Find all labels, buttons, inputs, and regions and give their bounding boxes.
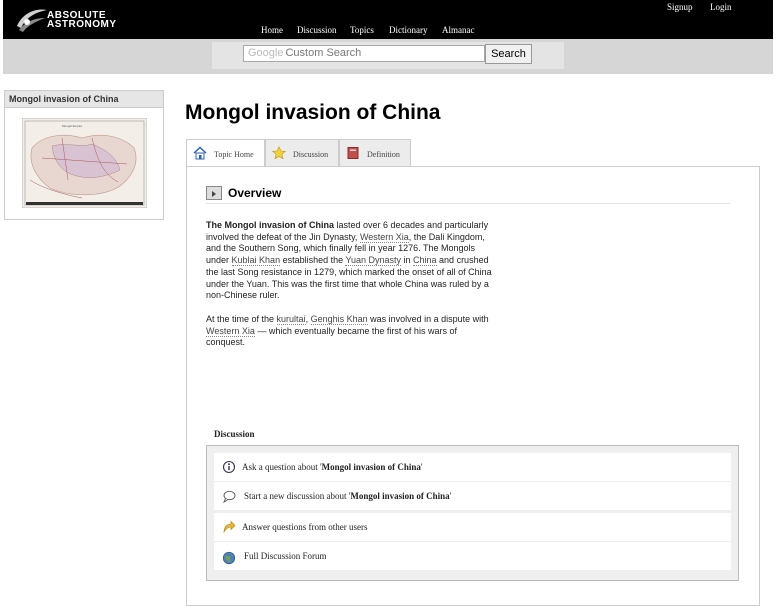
nav-dictionary[interactable]: Dictionary — [389, 25, 428, 35]
nav-topics[interactable]: Topics — [350, 25, 374, 35]
ask-suffix: ' — [420, 462, 423, 472]
nav-home[interactable]: Home — [261, 25, 283, 35]
start-suffix: ' — [449, 491, 452, 501]
tab-topic-home[interactable] — [186, 139, 265, 167]
link-western-xia-2[interactable]: Western Xia — [206, 325, 255, 336]
p2-text-2: , — [305, 314, 311, 324]
map-thumbnail[interactable] — [22, 118, 147, 208]
start-prefix: Start a new discussion about ' — [244, 491, 351, 501]
search-input[interactable] — [243, 45, 485, 62]
logo-text-line2: ASTRONOMY — [47, 19, 117, 30]
full-forum-text: Full Discussion Forum — [244, 551, 327, 561]
p1-text-4: in — [401, 255, 414, 266]
overview-heading: Overview — [228, 186, 282, 200]
logo-text-line1: ABSOLUTE — [47, 10, 106, 21]
book-icon — [346, 146, 360, 160]
tab-discussion-label: Discussion — [293, 150, 329, 159]
overview-paragraph-2 — [206, 314, 496, 349]
question-icon — [222, 460, 236, 474]
overview-divider — [206, 203, 730, 204]
link-western-xia[interactable]: Western Xia — [359, 231, 409, 242]
search-button[interactable]: Search — [485, 44, 532, 64]
start-discussion-text — [244, 491, 451, 501]
p1-text-1: lasted over 6 decades and particularly involved the defeat of the Jin Dynasty, — [206, 220, 489, 242]
link-china[interactable]: China — [413, 255, 437, 266]
search-placeholder: Custom Search — [285, 47, 362, 59]
page-title: Mongol invasion of China — [185, 101, 441, 124]
discussion-ask-question[interactable] — [214, 453, 731, 481]
tab-definition-label: Definition — [367, 150, 400, 159]
p1-text-5: and crushed the last Song resistance in 1279, which marked the onset of all of China under the Yuan. This was the first time that whole China was ruled by a non-Chinese ruler. — [206, 255, 492, 301]
link-yuan-dynasty[interactable]: Yuan Dynasty — [345, 255, 402, 266]
sidebar-box — [4, 90, 164, 220]
globe-icon — [222, 551, 236, 565]
ask-topic: Mongol invasion of China — [321, 462, 421, 472]
ask-question-text — [242, 462, 423, 472]
topic-bold: The Mongol invasion of China — [206, 220, 334, 230]
p1-text-3: established the — [280, 255, 346, 266]
ask-prefix: Ask a question about ' — [242, 462, 322, 472]
nav-discussion[interactable]: Discussion — [297, 25, 337, 35]
logo-swirl-icon — [15, 4, 49, 34]
sidebar-title: Mongol invasion of China — [5, 91, 163, 108]
link-kublai-khan[interactable]: Kublai Khan — [231, 255, 281, 266]
login-link[interactable]: Login — [710, 2, 732, 12]
top-bar — [3, 0, 773, 39]
home-icon — [193, 146, 207, 160]
star-icon — [272, 146, 286, 160]
google-mark: Google — [248, 47, 284, 59]
discussion-label: Discussion — [214, 429, 255, 439]
overview-play-icon — [206, 186, 222, 200]
p2-text-4: — which eventually became the first of his wars of conquest. — [206, 325, 457, 348]
discussion-full-forum[interactable] — [214, 542, 731, 570]
discussion-start-new[interactable] — [214, 482, 731, 510]
start-topic: Mongol invasion of China — [350, 491, 450, 501]
p2-text-1: At the time of the — [206, 314, 277, 324]
link-kurultai[interactable]: kurultai — [276, 314, 306, 324]
tab-discussion[interactable] — [265, 139, 339, 166]
answer-questions-text: Answer questions from other users — [242, 522, 368, 532]
discussion-answer-questions[interactable] — [214, 513, 731, 541]
nav-almanac[interactable]: Almanac — [442, 25, 475, 35]
site-logo[interactable] — [15, 4, 115, 34]
p1-text-2: , the Dali Kingdom, and the Southern Song, which finally fell in year 1276. The Mongols under — [206, 231, 485, 266]
tab-definition[interactable] — [339, 139, 411, 166]
svg-text:Mongol Empire: Mongol Empire — [62, 124, 83, 128]
signup-link[interactable]: Signup — [667, 2, 693, 12]
overview-paragraph-1 — [206, 220, 496, 302]
link-genghis-khan[interactable]: Genghis Khan — [310, 314, 368, 324]
p2-text-3: was involved in a dispute with — [367, 314, 489, 324]
speech-bubble-icon — [222, 489, 236, 503]
arrow-icon — [222, 520, 236, 534]
tab-topic-home-label: Topic Home — [214, 150, 254, 159]
